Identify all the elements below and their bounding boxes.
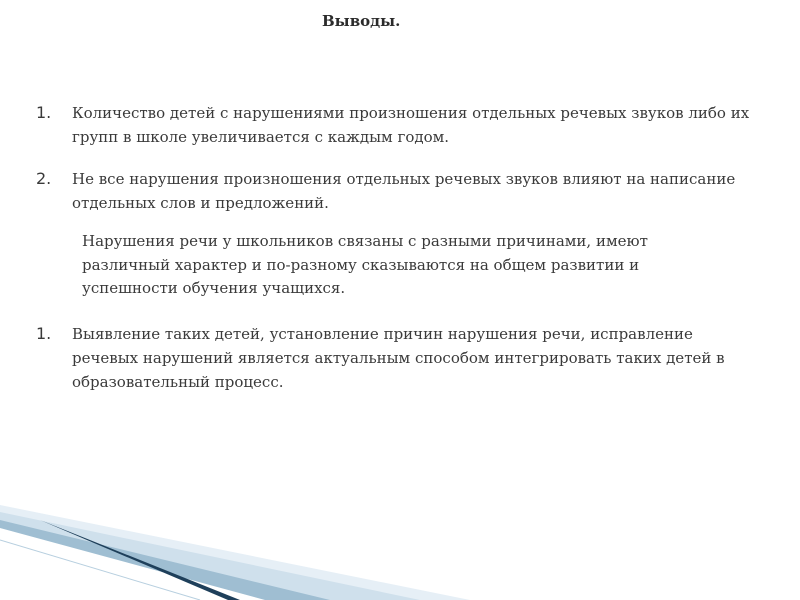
slide-title: Выводы. bbox=[322, 12, 401, 30]
list-item-text: Выявление таких детей, установление причин нарушения речи, исправление речевых нарушений является актуальным способом интегрировать таких детей в образовательный процесс. bbox=[72, 325, 725, 391]
list-item-text: Количество детей с нарушениями произношения отдельных речевых звуков либо их групп в школе увеличивается с каждым годом. bbox=[72, 104, 750, 146]
deco-band-pale bbox=[0, 512, 420, 600]
list-item-text: Не все нарушения произношения отдельных речевых звуков влияют на написание отдельных слов и предложений. bbox=[72, 170, 736, 212]
deco-stripe-dark bbox=[40, 520, 240, 600]
list-item-number: 2. bbox=[36, 169, 52, 188]
list-item-number: 1. bbox=[36, 324, 52, 343]
deco-band-mid bbox=[0, 520, 330, 600]
deco-line bbox=[0, 540, 200, 600]
sub-paragraph: Нарушения речи у школьников связаны с разными причинами, имеют различный характер и по-разному сказываются на общем развитии и успешности обучения учащихся. bbox=[82, 232, 648, 297]
list-item-number: 1. bbox=[36, 103, 52, 122]
deco-band-light bbox=[0, 505, 470, 600]
deco-band-white bbox=[0, 528, 265, 600]
